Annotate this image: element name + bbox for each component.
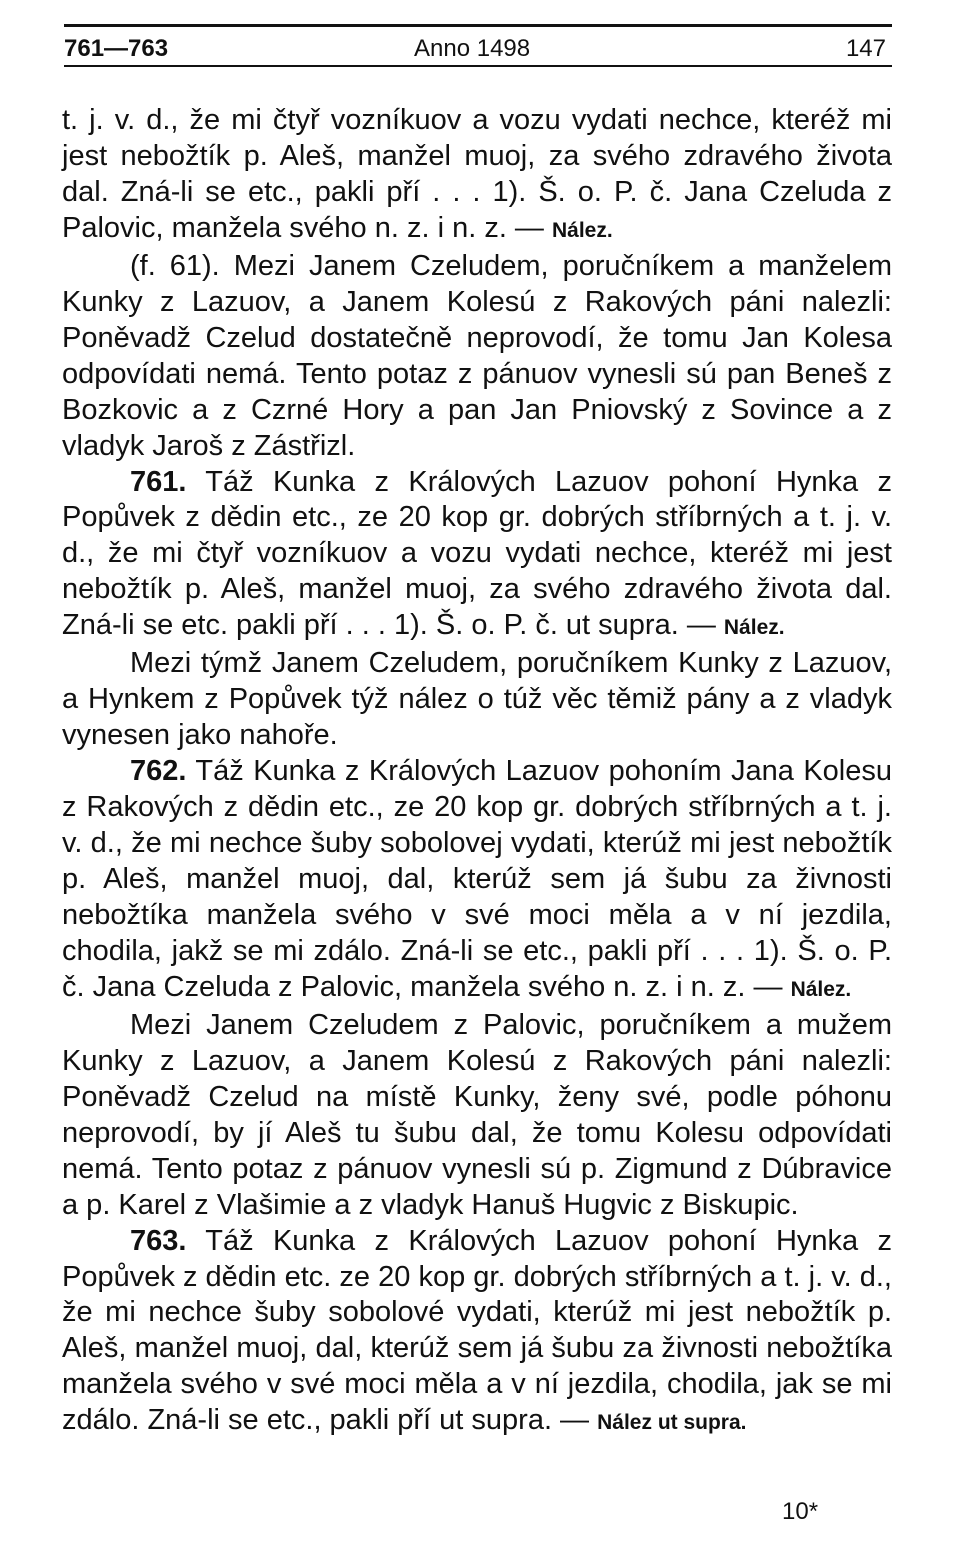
paragraph: Mezi Janem Czeludem z Palovic, poručníkem a mužem Kunky z Lazuov, a Janem Kolesú z Rakových páni nalezli: Poněvadž Czelud na místě Kunky, ženy své, podle póhonu neprovodí, by jí Aleš tu šubu dal, že tomu Kolesu odpovídati nemá. Tento potaz z pánuov vynesli sú p. Zigmund z Dúbravice a p. Karel z Vlašimie a z vladyk Hanuš Hugvic z Biskupic. [62, 1008, 892, 1221]
entry-range: 761—763 [64, 35, 169, 62]
paragraph: Mezi týmž Janem Czeludem, poručníkem Kunky z Lazuov, a Hynkem z Popůvek týž nález o túž věc těmiž pány a z vladyk vynesen jako nahoře. [62, 647, 892, 752]
entry-number: 761. [130, 465, 187, 498]
verdict-label: Nález. [551, 218, 613, 242]
page [62, 24, 892, 1441]
signature-mark: 10* [782, 1498, 819, 1525]
verdict-label: Nález ut supra. [597, 1411, 747, 1435]
entry-761: 761. Táž Kunka z Králových Lazuov pohoní Hynka z Popůvek z dědin etc., ze 20 kop gr. dobrých stříbrných a t. j. v. d., že mi čtyř vozníkuov a vozu vydati nechce, kteréž mi jest nebožtík p. Aleš, manžel muoj, za svého zdravého života dal. Zná-li se etc. pakli pří . . . 1). Š. o. P. č. ut supra. — Nález. [62, 465, 892, 642]
body-text [62, 103, 892, 1441]
running-header [64, 24, 892, 67]
paragraph: (f. 61). Mezi Janem Czeludem, poručníkem a manželem Kunky z Lazuov, a Janem Kolesú z Rakových páni nalezli: Poněvadž Czelud dostatečně neprovodí, že tomu Jan Kolesa odpovídati nemá. Tento potaz z pánuov vynesli sú pan Beneš z Bozkovic a z Czrné Hory a pan Jan Pniovský z Sovince a z vladyk Jaroš z Zástřizl. [62, 249, 892, 462]
verdict-label: Nález. [790, 977, 852, 1001]
entry-762: 762. Táž Kunka z Králových Lazuov pohoním Jana Kolesu z Rakových z dědin etc., ze 20 kop gr. dobrých stříbrných a t. j. v. d., že mi nechce šuby sobolovej vydati, kterúž mi jest nebožtík p. Aleš, manžel muoj, dal, kterúž sem já šubu za živnosti nebožtíka manžela svého v své moci měla a v ní jezdila, chodila, jakž se mi zdálo. Zná-li se etc., pakli pří . . . 1). Š. o. P. č. Jana Czeluda z Palovic, manžela svého n. z. i n. z. — Nález. [62, 755, 892, 1003]
page-number: 147 [845, 35, 886, 62]
paragraph: t. j. v. d., že mi čtyř vozníkuov a vozu vydati nechce, kteréž mi jest nebožtík p. Aleš, manžel muoj, za svého zdravého života dal. Zná-li se etc., pakli pří . . . 1). Š. o. P. č. Jana Czeluda z Palovic, manžela svého n. z. i n. z. — Nález. [62, 104, 892, 244]
entry-763: 763. Táž Kunka z Králových Lazuov pohoní Hynka z Popůvek z dědin etc. ze 20 kop gr. dobrých stříbrných a t. j. v. d., že mi nechce šuby sobolové vydati, kterúž mi jest nebožtík p. Aleš, manžel muoj, dal, kterúž sem já šubu za živnosti nebožtíka manžela svého v své moci měla a v ní jezdila, chodila, jak se mi zdálo. Zná-li se etc., pakli pří ut supra. — Nález ut supra. [62, 1224, 892, 1437]
entry-number: 762. [130, 755, 187, 788]
entry-number: 763. [130, 1224, 187, 1257]
verdict-label: Nález. [723, 616, 785, 640]
year-title: Anno 1498 [414, 35, 531, 62]
